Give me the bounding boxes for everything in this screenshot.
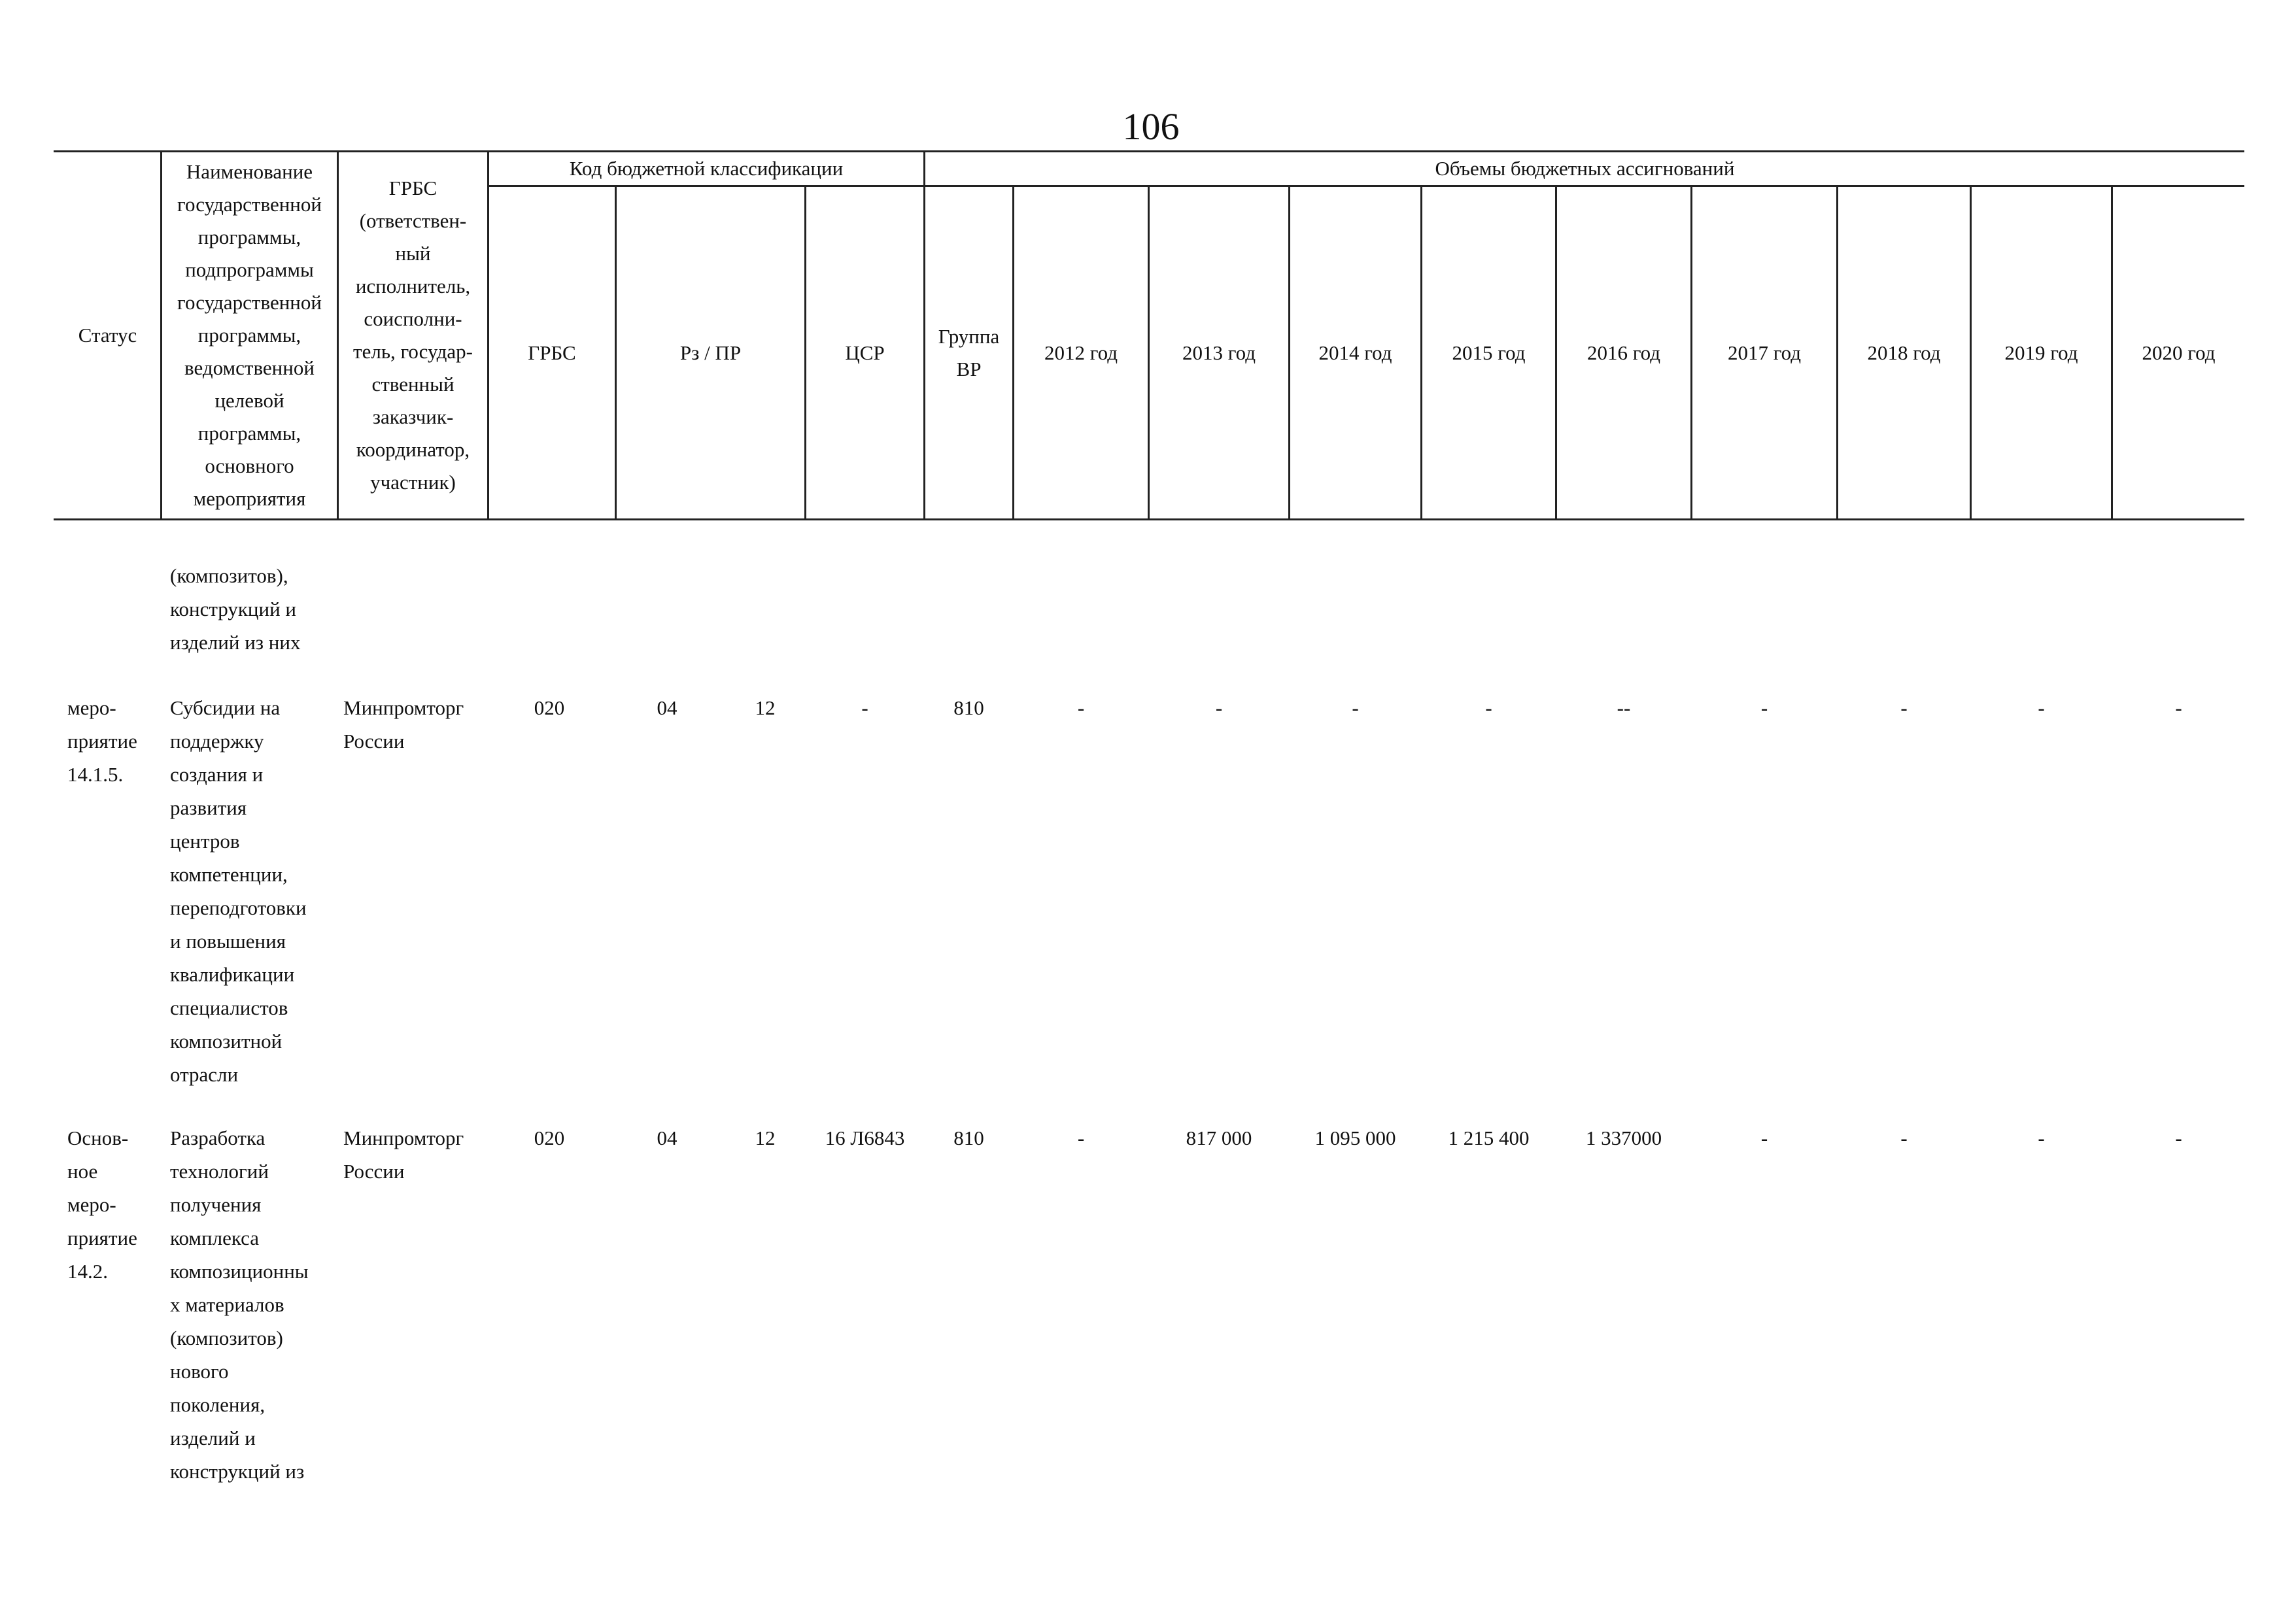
row-pr: 12	[755, 1126, 776, 1149]
row-group-vr: 810	[953, 696, 984, 719]
row-value: -	[1900, 1126, 1908, 1149]
row-value: -	[2175, 696, 2182, 719]
row-grbs-responsible: Минпромторг России	[343, 1126, 464, 1183]
row-value: --	[1617, 696, 1631, 719]
header-year: 2019 год	[2004, 341, 2078, 364]
header-grbs: ГРБС	[528, 341, 576, 364]
header-budget-volumes: Объемы бюджетных ассигнований	[1435, 157, 1735, 180]
row-csr: -	[861, 696, 868, 719]
row-value: 1 095 000	[1314, 1126, 1396, 1149]
page-number: 106	[1122, 105, 1180, 148]
header-year: 2014 год	[1318, 341, 1392, 364]
row-value: -	[1077, 1126, 1085, 1149]
header-group-vr: Группа ВР	[938, 324, 1000, 381]
header-status: Статус	[78, 324, 137, 347]
row-grbs-responsible: Минпромторг России	[343, 696, 464, 753]
header-budget-classification-code: Код бюджетной классификации	[569, 157, 844, 180]
header-rz-pr: Рз / ПР	[679, 341, 742, 364]
row-status: меро- приятие 14.1.5.	[67, 696, 137, 786]
header-year: 2012 год	[1044, 341, 1118, 364]
row-group-vr: 810	[953, 1126, 984, 1149]
row-value: -	[1900, 696, 1908, 719]
header-program-name: Наименование государственной программы, подпрограммы государственной программы, ведомственной целевой программы, основного мероприятия	[177, 160, 322, 510]
row-rz: 04	[657, 696, 677, 719]
header-year: 2013 год	[1182, 341, 1256, 364]
row-value: -	[2175, 1126, 2182, 1149]
row-status: Основ- ное меро- приятие 14.2.	[67, 1126, 137, 1283]
row-value: -	[2038, 1126, 2045, 1149]
row-value: 817 000	[1186, 1126, 1252, 1149]
row-program-name: (композитов), конструкций и изделий из них	[170, 564, 301, 654]
header-grbs-responsible: ГРБС (ответствен-ный исполнитель, соисполни-тель, государ-ственный заказчик-координатор, участник)	[353, 177, 473, 494]
header-year: 2016 год	[1586, 341, 1661, 364]
header-year: 2018 год	[1867, 341, 1941, 364]
row-value: -	[1215, 696, 1223, 719]
row-pr: 12	[755, 696, 776, 719]
header-year: 2020 год	[2142, 341, 2216, 364]
row-value: -	[1760, 1126, 1768, 1149]
header-csr: ЦСР	[845, 341, 885, 364]
header-year: 2015 год	[1452, 341, 1526, 364]
row-rz: 04	[657, 1126, 677, 1149]
row-grbs: 020	[534, 696, 565, 719]
row-value: -	[1760, 696, 1768, 719]
header-year: 2017 год	[1727, 341, 1802, 364]
row-value: -	[1077, 696, 1085, 719]
row-program-name: Разработка технологий получения комплекса композиционны х материалов (композитов) нового поколения, изделий и конструкций из	[170, 1126, 309, 1483]
row-grbs: 020	[534, 1126, 565, 1149]
row-value: -	[2038, 696, 2045, 719]
row-program-name: Субсидии на поддержку создания и развития центров компетенции, переподготовки и повышения квалификации специалистов композитной отрасли	[170, 696, 307, 1086]
row-csr: 16 Л6843	[825, 1126, 905, 1149]
row-value: -	[1352, 696, 1359, 719]
row-value: 1 337000	[1585, 1126, 1662, 1149]
row-value: -	[1485, 696, 1492, 719]
row-value: 1 215 400	[1448, 1126, 1530, 1149]
